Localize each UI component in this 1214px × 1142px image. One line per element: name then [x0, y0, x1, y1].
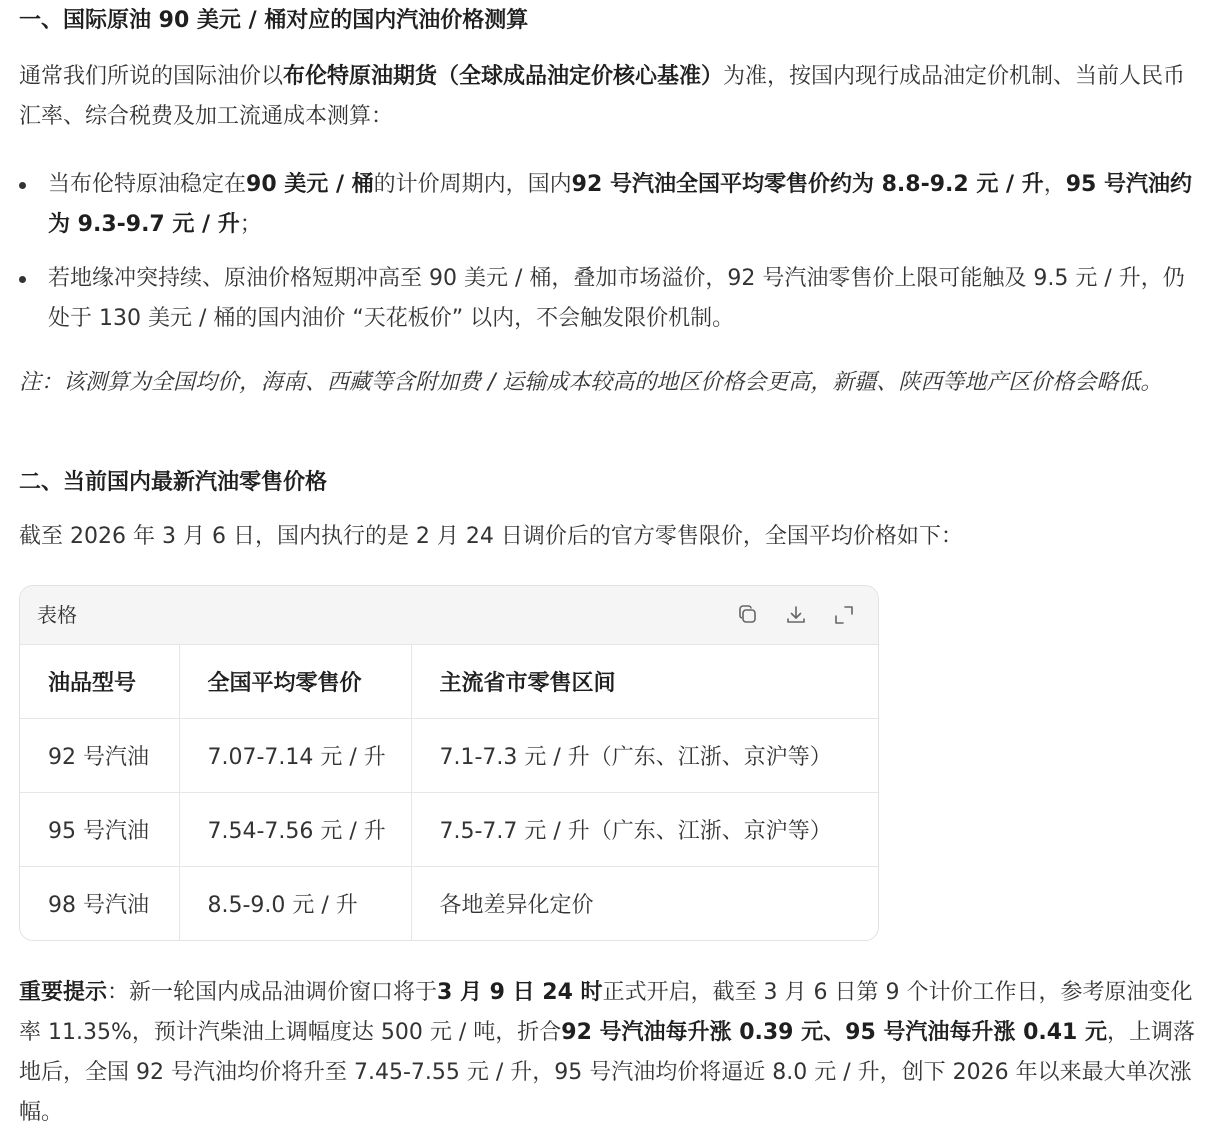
table-title: 表格	[37, 603, 77, 627]
bullet1-bold-b: 92 号汽油全国平均零售价约为 8.8-9.2 元 / 升	[571, 172, 1044, 197]
tip-text-b: 正式开启，截至 3 月 6 日第 9 个计价工作日，参考原油变化率 11.35%，预计汽柴油上调幅度达 500 元 / 吨，折合	[19, 980, 1193, 1045]
table-cell: 98 号汽油	[20, 867, 179, 941]
section1-intro	[19, 57, 1199, 137]
section2-intro: 截至 2026 年 3 月 6 日，国内执行的是 2 月 24 日调价后的官方零售限价，全国平均价格如下：	[19, 524, 963, 549]
table-row	[20, 793, 878, 867]
expand-icon[interactable]	[832, 603, 856, 627]
table-card-header	[20, 586, 878, 645]
copy-icon[interactable]	[736, 603, 760, 627]
table-header-cell: 主流省市零售区间	[411, 645, 878, 719]
table-header-cell: 全国平均零售价	[179, 645, 411, 719]
bullet-item-2	[19, 259, 1199, 339]
table-card	[19, 585, 879, 941]
table-cell: 92 号汽油	[20, 719, 179, 793]
tip-text-c: ，上调落地后，全国 92 号汽油均价将升至 7.45-7.55 元 / 升，95 号汽油均价将逼近 8.0 元 / 升，创下 2026 年以来最大单次涨幅。	[19, 1020, 1196, 1125]
bullet-item-1	[19, 165, 1199, 245]
table-cell: 7.07-7.14 元 / 升	[179, 719, 411, 793]
bullet1-text-d: ；	[239, 212, 262, 237]
tip-text-a: ：新一轮国内成品油调价窗口将于	[107, 980, 438, 1005]
table-header-row	[20, 645, 878, 719]
intro-text-2: 为准，按国内现行成品油定价机制、当前人民币汇率、综合税费及加工流通成本测算：	[19, 64, 1186, 129]
table-toolbar	[736, 603, 856, 627]
bullet-dot-icon	[19, 276, 26, 283]
download-icon[interactable]	[784, 603, 808, 627]
table-row	[20, 867, 878, 941]
bullet1-bold-c: 95 号汽油约为 9.3-9.7 元 / 升	[48, 172, 1192, 237]
bullet1-text-a: 当布伦特原油稳定在	[48, 172, 247, 197]
section2-heading: 二、当前国内最新汽油零售价格	[19, 470, 328, 495]
important-tip	[19, 973, 1199, 1133]
intro-bold: 布伦特原油期货（全球成品油定价核心基准）	[283, 64, 724, 89]
bullet-dot-icon	[19, 182, 26, 189]
note: 注：该测算为全国均价，海南、西藏等含附加费 / 运输成本较高的地区价格会更高，新疆、陕西等地产区价格会略低。	[19, 370, 1163, 395]
tip-bold-a: 3 月 9 日 24 时	[437, 980, 603, 1005]
tip-bold-b: 92 号汽油每升涨 0.39 元、95 号汽油每升涨 0.41 元	[561, 1020, 1108, 1045]
bullet1-text-c: ，	[1043, 172, 1066, 197]
table-cell: 7.1-7.3 元 / 升（广东、江浙、京沪等）	[411, 719, 878, 793]
price-table	[20, 645, 878, 940]
table-cell: 7.5-7.7 元 / 升（广东、江浙、京沪等）	[411, 793, 878, 867]
section1-heading: 一、国际原油 90 美元 / 桶对应的国内汽油价格测算	[19, 8, 529, 33]
table-header-cell: 油品型号	[20, 645, 179, 719]
tip-label: 重要提示	[19, 980, 108, 1005]
table-row	[20, 719, 878, 793]
table-cell: 95 号汽油	[20, 793, 179, 867]
bullet1-text-b: 的计价周期内，国内	[373, 172, 572, 197]
table-cell: 8.5-9.0 元 / 升	[179, 867, 411, 941]
table-cell: 7.54-7.56 元 / 升	[179, 793, 411, 867]
intro-text: 通常我们所说的国际油价以	[19, 64, 284, 89]
bullet2-text: 若地缘冲突持续、原油价格短期冲高至 90 美元 / 桶，叠加市场溢价，92 号汽油零售价上限可能触及 9.5 元 / 升，仍处于 130 美元 / 桶的国内油价 “天花板价” 以内，不会触发限价机制。	[48, 266, 1185, 331]
table-cell: 各地差异化定价	[439, 893, 594, 918]
bullet1-bold-a: 90 美元 / 桶	[246, 172, 374, 197]
